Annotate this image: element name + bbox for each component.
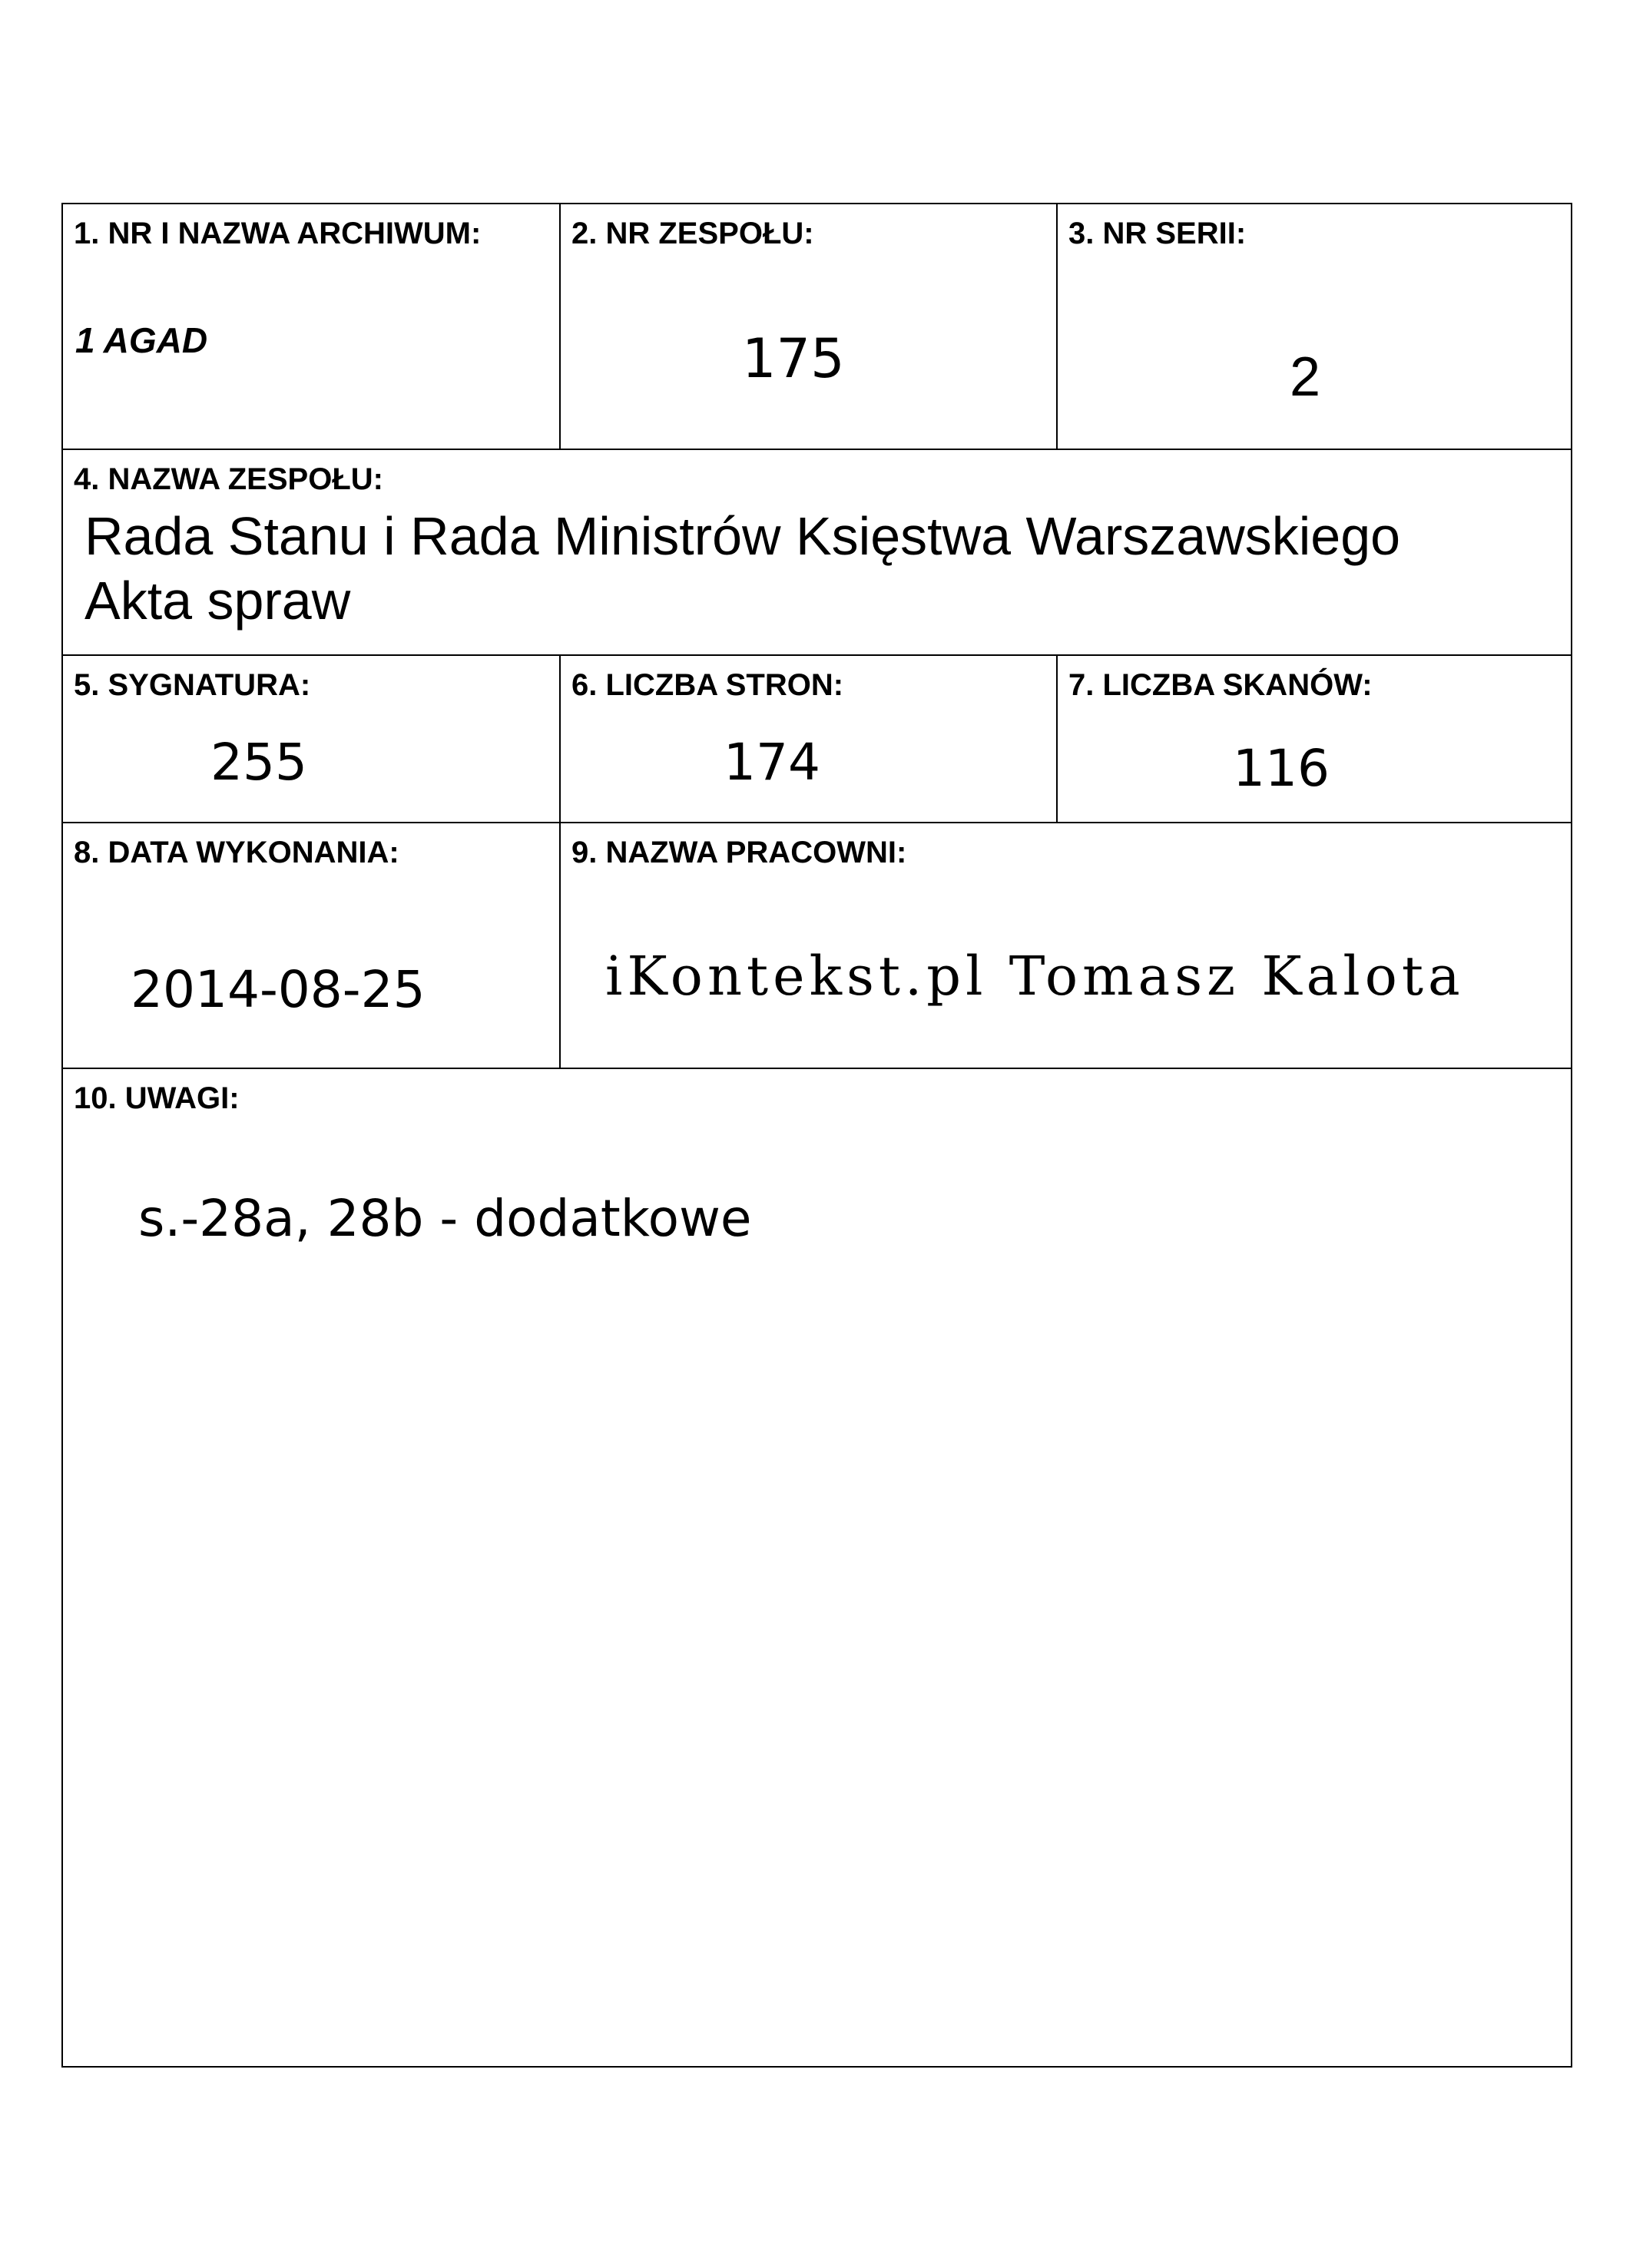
- scan-count-value: 116: [1233, 739, 1330, 798]
- workshop-name-label: 9. NAZWA PRACOWNI:: [571, 836, 907, 869]
- fonds-number-label: 2. NR ZESPOŁU:: [571, 217, 814, 250]
- archive-metadata-form: [61, 203, 1572, 2068]
- series-number-cell: [1058, 204, 1572, 449]
- fonds-name-value-line1: Rada Stanu i Rada Ministrów Księstwa Warszawskiego: [84, 506, 1401, 566]
- signature-cell: [63, 656, 559, 822]
- workshop-name-cell: [561, 823, 1572, 1068]
- signature-label: 5. SYGNATURA:: [74, 668, 311, 702]
- signature-value: 255: [210, 733, 307, 792]
- series-number-value: 2: [1290, 346, 1321, 408]
- scan-count-label: 7. LICZBA SKANÓW:: [1068, 668, 1373, 702]
- execution-date-label: 8. DATA WYKONANIA:: [74, 836, 399, 869]
- series-number-label: 3. NR SERII:: [1068, 217, 1247, 250]
- remarks-cell: [63, 1069, 1572, 2068]
- fonds-number-value: 175: [742, 327, 845, 390]
- archive-name-label: 1. NR I NAZWA ARCHIWUM:: [74, 217, 482, 250]
- page-count-label: 6. LICZBA STRON:: [571, 668, 844, 702]
- page-count-cell: [561, 656, 1056, 822]
- fonds-name-label: 4. NAZWA ZESPOŁU:: [74, 462, 383, 496]
- scan-count-cell: [1058, 656, 1572, 822]
- workshop-name-value: iKontekst.pl Tomasz Kalota: [605, 945, 1465, 1008]
- fonds-name-value-line2: Akta spraw: [84, 571, 351, 631]
- execution-date-cell: [63, 823, 559, 1068]
- remarks-label: 10. UWAGI:: [74, 1081, 240, 1115]
- fonds-number-cell: [561, 204, 1056, 449]
- fonds-name-cell: [63, 450, 1572, 654]
- remarks-value: s.-28a, 28b - dodatkowe: [138, 1189, 752, 1248]
- page-count-value: 174: [724, 733, 820, 792]
- execution-date-value: 2014-08-25: [131, 960, 426, 1019]
- archive-name-value: 1 AGAD: [75, 320, 208, 360]
- archive-name-cell: [63, 204, 559, 449]
